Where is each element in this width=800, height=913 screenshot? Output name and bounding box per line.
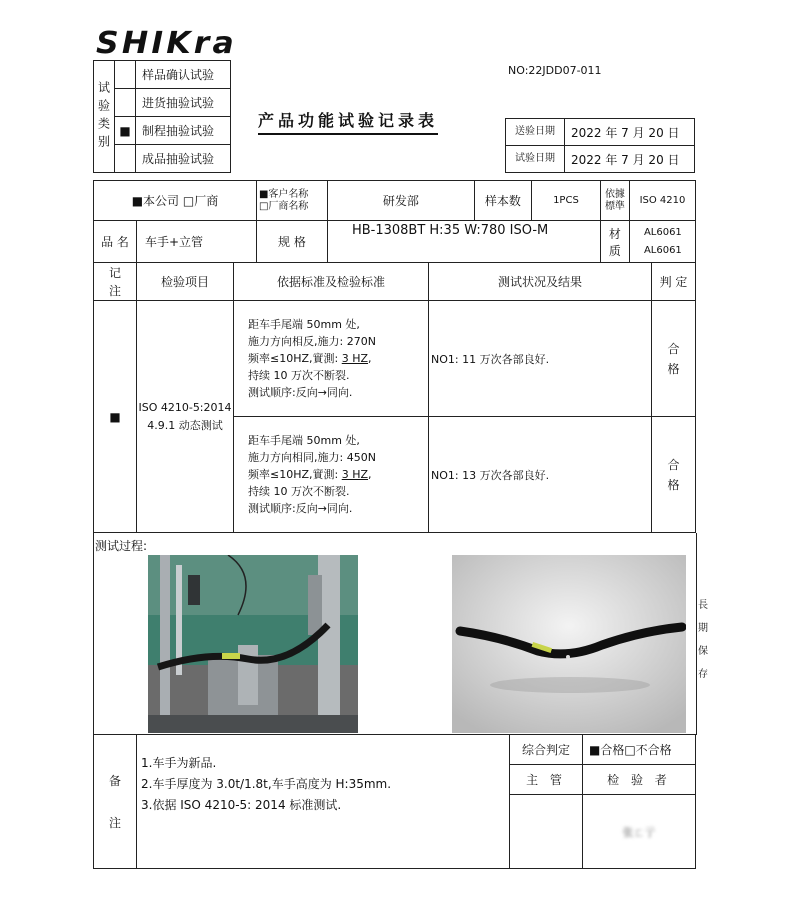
test-type-label: 试验类别 [94, 61, 115, 173]
spec-value: HB-1308BT H:35 W:780 ISO-M [327, 221, 600, 263]
product-label: 品 名 [94, 221, 137, 263]
page-title: 产品功能试验记录表 [258, 108, 438, 135]
date-label: 试验日期 [506, 146, 565, 173]
remark-item: 1.车手为新品. [141, 756, 217, 770]
customer-value: 研发部 [327, 181, 474, 221]
customer-label: ■客户名称 □厂商名称 [256, 181, 327, 221]
test-type-mark [115, 89, 136, 117]
remarks-label: 备注 [94, 735, 137, 869]
test-type-option: 成品抽验试验 [136, 145, 231, 173]
overall-value: ■合格□不合格 [583, 735, 696, 765]
material-label: 材 质 [600, 221, 629, 263]
product-value: 车手+立管 [137, 221, 257, 263]
remark-item: 3.依据 ISO 4210-5: 2014 标准测试. [141, 798, 342, 812]
test-type-mark: ■ [115, 117, 136, 145]
test-mark: ■ [94, 301, 137, 533]
date-value: 2022 年 7 月 20 日 [565, 146, 695, 173]
test-rig-photo [148, 555, 358, 733]
basis-label: 依據 標準 [600, 181, 629, 221]
material-value: AL6061 AL6061 [629, 221, 695, 263]
sample-label: 样本数 [474, 181, 531, 221]
test-type-option: 样品确认试验 [136, 61, 231, 89]
sample-value: 1PCS [531, 181, 600, 221]
test-verdict: 合格 [652, 301, 696, 417]
test-type-mark [115, 61, 136, 89]
header-note: 记注 [94, 263, 137, 301]
supervisor-sign [510, 795, 583, 869]
retention-note: 長期保存 [698, 600, 708, 680]
test-type-option: 进货抽验试验 [136, 89, 231, 117]
test-verdict: 合格 [652, 417, 696, 533]
inspector-sign: 张ㄈ亍 [583, 795, 696, 869]
test-type-option: 制程抽验试验 [136, 117, 231, 145]
supervisor-label: 主 管 [510, 765, 583, 795]
remark-item: 2.车手厚度为 3.0t/1.8t,车手高度为 H:35mm. [141, 777, 392, 791]
header-verdict: 判 定 [652, 263, 696, 301]
company-selector: ■本公司 □厂商 [94, 181, 257, 221]
header-result: 测试状况及结果 [429, 263, 652, 301]
spec-label: 规 格 [256, 221, 327, 263]
remarks-list [137, 735, 510, 869]
inspector-label: 检 验 者 [583, 765, 696, 795]
test-record-table [93, 262, 696, 533]
test-type-table [93, 60, 231, 173]
test-type-mark [115, 145, 136, 173]
document-number: NO:22JDD07-011 [508, 64, 602, 77]
date-label: 送验日期 [506, 119, 565, 146]
process-label: 测试过程: [95, 539, 148, 553]
test-result: NO1: 11 万次各部良好. [429, 301, 652, 417]
header-standard: 依据标准及检验标准 [234, 263, 429, 301]
remarks-table [93, 734, 696, 869]
basis-value: ISO 4210 [629, 181, 695, 221]
info-table [93, 180, 696, 263]
test-item: ISO 4210-5:2014 4.9.1 动态测试 [137, 301, 234, 533]
test-standard: 距车手尾端 50mm 处, 施力方向相同,施力: 450N 频率≤10HZ,實測: 3 HZ, 持续 10 万次不断裂. 测试顺序:反向→同向. [234, 417, 429, 533]
test-standard: 距车手尾端 50mm 处, 施力方向相反,施力: 270N 频率≤10HZ,實測: 3 HZ, 持续 10 万次不断裂. 测试顺序:反向→同向. [234, 301, 429, 417]
header-item: 检验项目 [137, 263, 234, 301]
handlebar-photo [452, 555, 686, 733]
date-value: 2022 年 7 月 20 日 [565, 119, 695, 146]
dates-table [505, 118, 695, 173]
overall-label: 综合判定 [510, 735, 583, 765]
test-result: NO1: 13 万次各部良好. [429, 417, 652, 533]
brand-logo: SHIKra [96, 26, 237, 61]
